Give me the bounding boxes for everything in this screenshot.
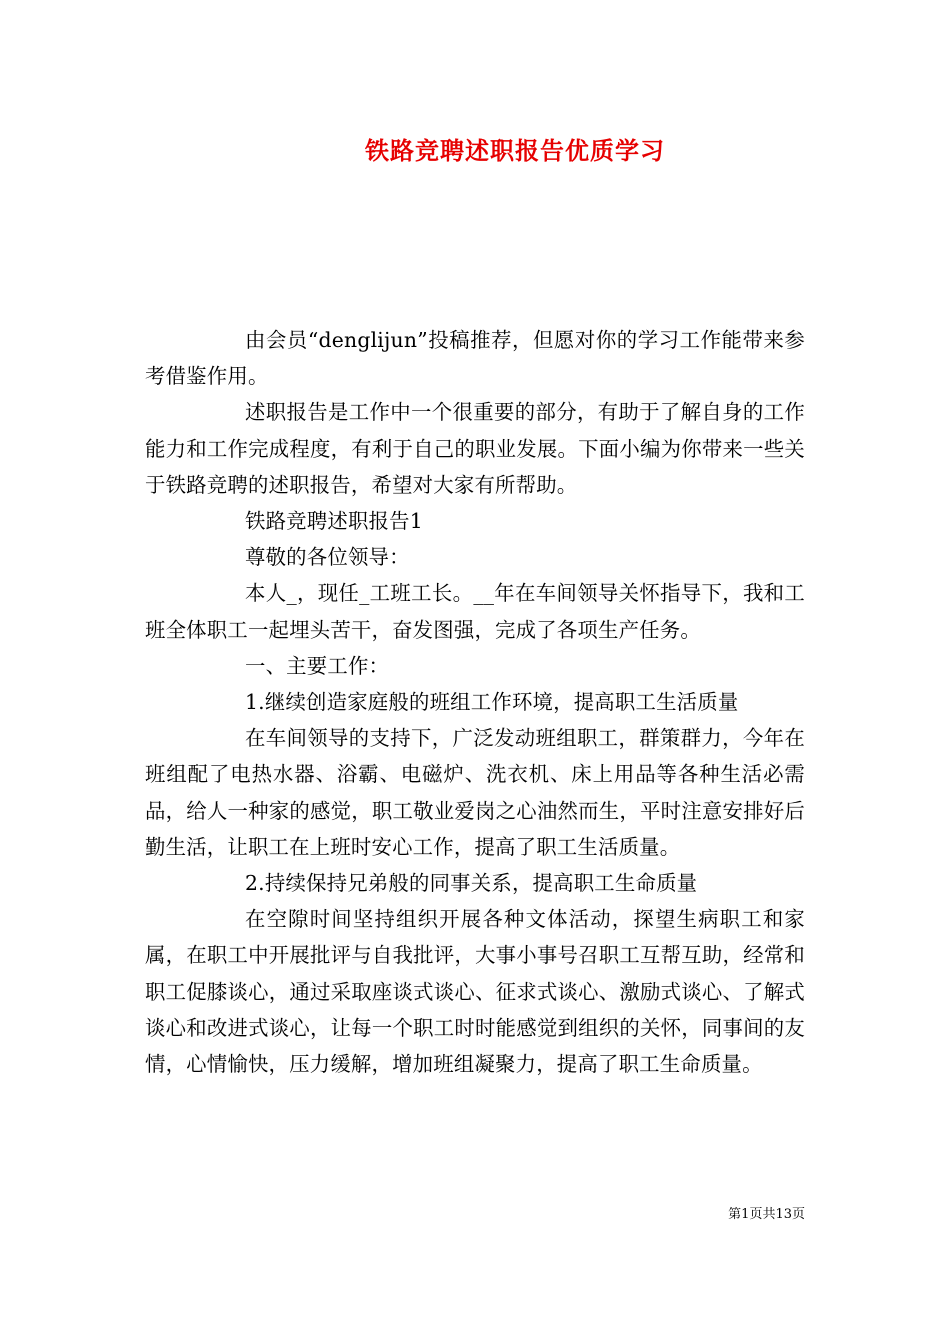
subheading-item-2: 2.持续保持兄弟般的同事关系，提高职工生命质量 — [245, 871, 698, 896]
page-number: 第1页共13页 — [728, 1207, 805, 1222]
paragraph-intro: 由会员“denglijun”投稿推荐，但愿对你的学习工作能带来参考借鉴作用。 — [145, 328, 805, 389]
paragraph-self-intro: 本人_，现任_工班工长。__年在车间领导关怀指导下，我和工班全体职工一起埋头苦干，奋发图强，完成了各项生产任务。 — [145, 581, 805, 642]
paragraph-item-2: 在空隙时间坚持组织开展各种文体活动，探望生病职工和家属，在职工中开展批评与自我批评，大事小事号召职工互帮互助，经常和职工促膝谈心，通过采取座谈式谈心、征求式谈心、激励式谈心、了解式谈心和改进式谈心，让每一个职工时时能感觉到组织的关怀，同事间的友情，心情愉快，压力缓解，增加班组凝聚力，提高了职工生命质量。 — [145, 907, 805, 1077]
subheading-item-1: 1.继续创造家庭般的班组工作环境，提高职工生活质量 — [245, 690, 739, 715]
section-heading-main-work: 一、主要工作： — [245, 653, 390, 678]
document-body — [145, 322, 805, 1082]
paragraph-item-1: 在车间领导的支持下，广泛发动班组职工，群策群力，今年在班组配了电热水器、浴霸、电磁炉、洗衣机、床上用品等各种生活必需品，给人一种家的感觉，职工敬业爱岗之心油然而生，平时注意安排好后勤生活，让职工在上班时安心工作，提高了职工生活质量。 — [145, 726, 805, 859]
section-heading-report: 铁路竞聘述职报告1 — [245, 509, 423, 534]
paragraph-preface: 述职报告是工作中一个很重要的部分，有助于了解自身的工作能力和工作完成程度，有利于自己的职业发展。下面小编为你带来一些关于铁路竞聘的述职报告，希望对大家有所帮助。 — [145, 400, 805, 497]
salutation: 尊敬的各位领导： — [245, 545, 410, 570]
document-title: 铁路竞聘述职报告优质学习 — [365, 136, 665, 165]
